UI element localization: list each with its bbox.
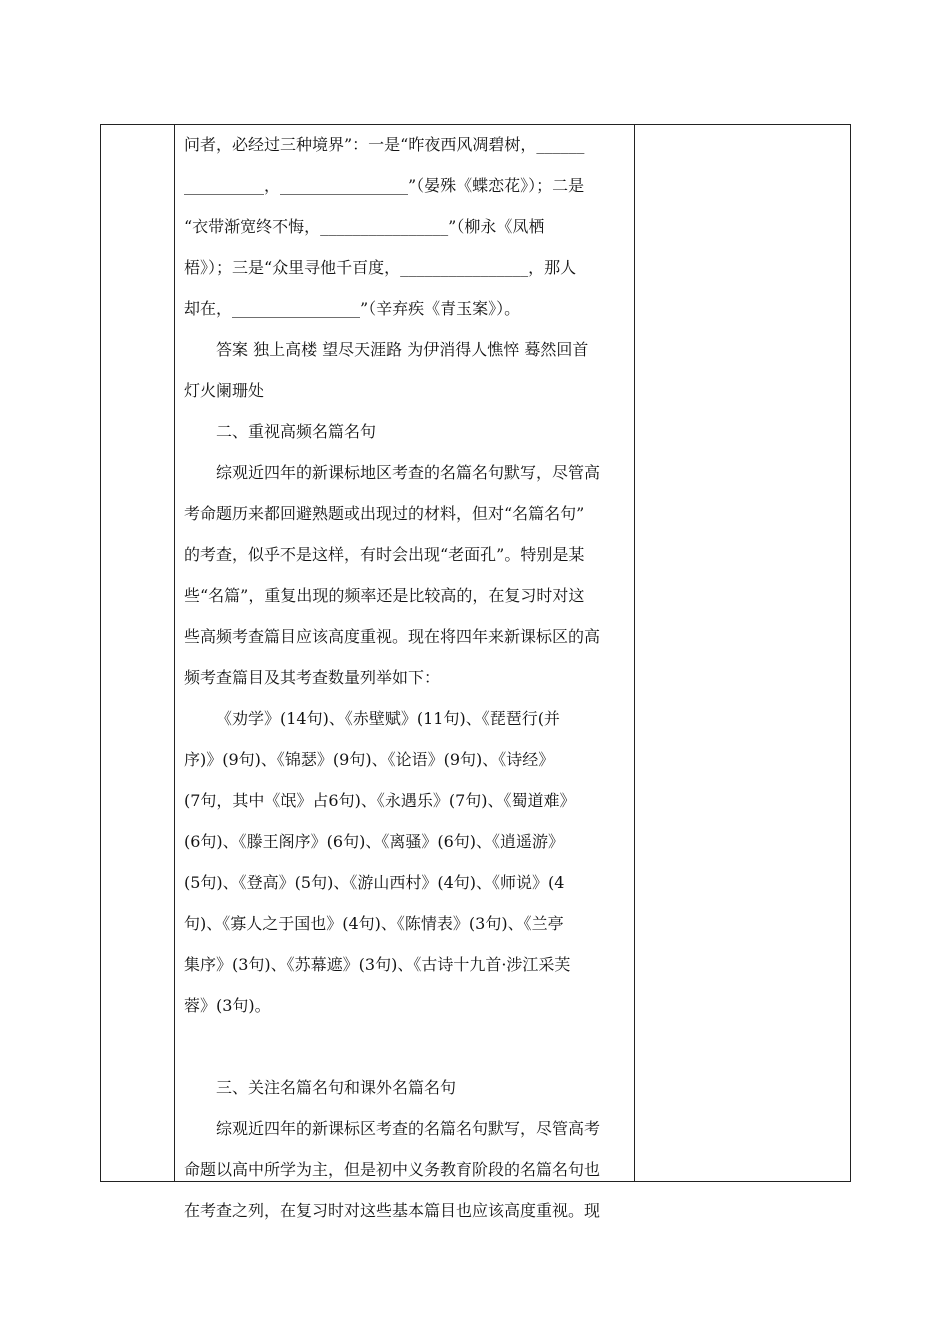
text-line: 蓉》(3句)。 [184,996,271,1015]
blank-line [184,1026,630,1067]
text-line: (6句)、《滕王阁序》(6句)、《离骚》(6句)、《逍遥游》 [184,832,564,851]
text-line: 问者，必经过三种境界”：一是“昨夜西风凋碧树，______ [184,135,585,154]
table-content-cell [184,124,630,1231]
column-divider-right [634,125,635,1181]
text-line: 综观近四年的新课标区考查的名篇名句默写，尽管高考 [216,1119,601,1138]
text-line: 些高频考查篇目应该高度重视。现在将四年来新课标区的高 [184,627,601,646]
text-line: 些“名篇”，重复出现的频率还是比较高的，在复习时对这 [184,586,585,605]
text-line: 句)、《寡人之于国也》(4句)、《陈情表》(3句)、《兰亭 [184,914,564,933]
text-line: 综观近四年的新课标地区考查的名篇名句默写，尽管高 [216,463,601,482]
text-line: (5句)、《登高》(5句)、《游山西村》(4句)、《师说》(4 [184,873,565,892]
text-line: 的考查，似乎不是这样，有时会出现“老面孔”。特别是某 [184,545,585,564]
answer-line: 灯火阑珊处 [184,381,265,400]
text-line: 命题以高中所学为主，但是初中义务教育阶段的名篇名句也 [184,1160,601,1179]
answer-line: 答案 独上高楼 望尽天涯路 为伊消得人憔悴 蓦然回首 [216,340,589,359]
section-heading: 二、重视高频名篇名句 [216,422,377,441]
text-line: “衣带渐宽终不悔，________________”（柳永《凤栖 [184,217,545,236]
text-line: 序)》(9句)、《锦瑟》(9句)、《论语》(9句)、《诗经》 [184,750,555,769]
text-line: (7句，其中《氓》占6句)、《永遇乐》(7句)、《蜀道难》 [184,791,576,810]
text-line: 在考查之列，在复习时对这些基本篇目也应该高度重视。现 [184,1201,601,1220]
text-line: 集序》(3句)、《苏幕遮》(3句)、《古诗十九首·涉江采芙 [184,955,571,974]
text-line: 梧》）；三是“众里寻他千百度，________________，那人 [184,258,577,277]
section-heading: 三、关注名篇名句和课外名篇名句 [216,1078,457,1097]
text-line: 却在，________________”（辛弃疾《青玉案》）。 [184,299,521,318]
text-line: __________，________________”（晏殊《蝶恋花》）；二是 [184,176,585,195]
text-line: 《劝学》(14句)、《赤壁赋》(11句)、《琵琶行(并 [216,709,560,728]
text-line: 考命题历来都回避熟题或出现过的材料，但对“名篇名句” [184,504,585,523]
column-divider-left [174,125,175,1181]
text-line: 频考查篇目及其考查数量列举如下： [184,668,441,687]
